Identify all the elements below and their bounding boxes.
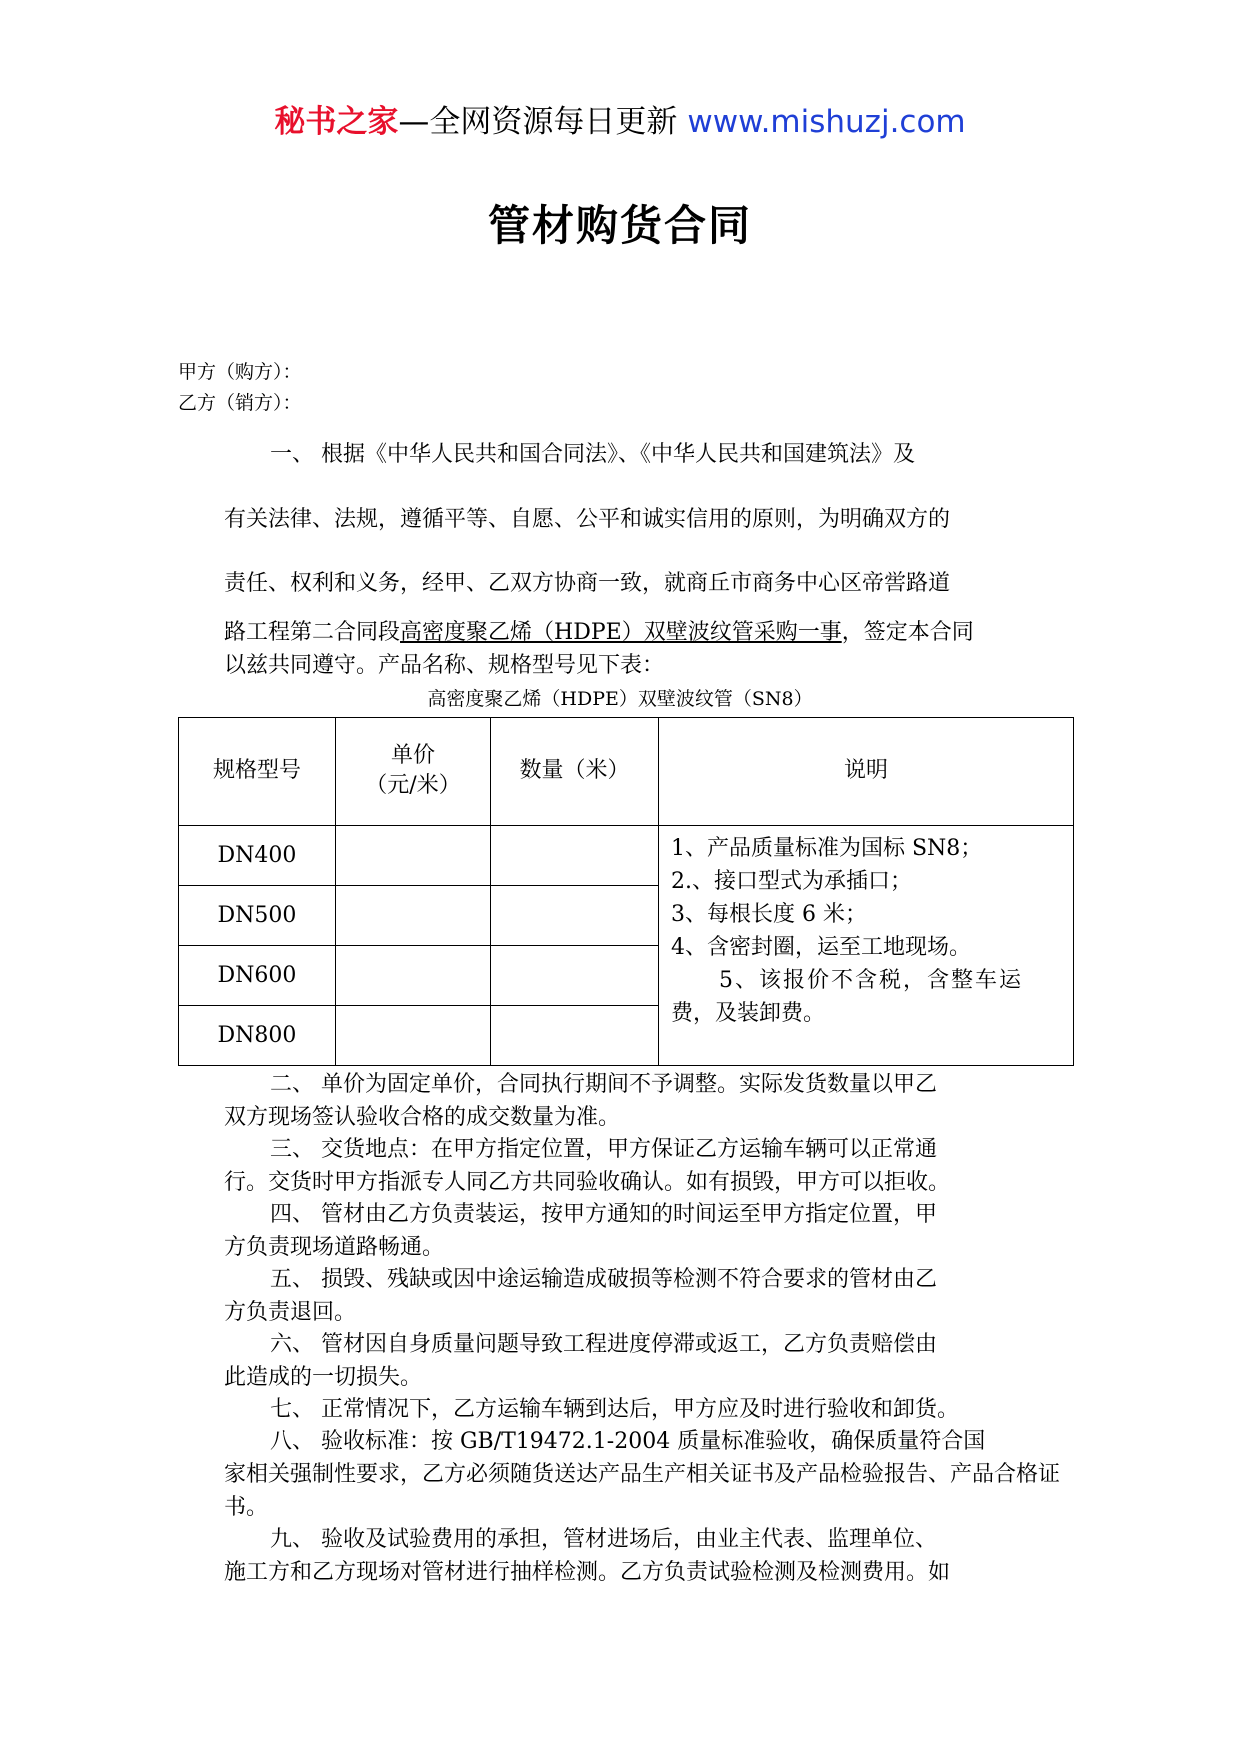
- clause-first-line: 四、 管材由乙方负责装运，按甲方通知的时间运至甲方指定位置，甲: [270, 1202, 937, 1227]
- clause-2: [224, 1068, 1074, 1134]
- clause-rest: 家相关强制性要求，乙方必须随货送达产品生产相关证书及产品检验报告、产品合格证书。: [224, 1462, 1061, 1520]
- price-cell[interactable]: [336, 945, 491, 1005]
- header-price: [336, 718, 491, 826]
- clause-rest: 施工方和乙方现场对管材进行抽样检测。乙方负责试验检测及检测费用。如: [224, 1560, 951, 1585]
- note-line: 2.、接口型式为承插口；: [671, 868, 912, 894]
- banner-url-link[interactable]: www.mishuzj.com: [687, 104, 966, 140]
- intro-line-3-serif: 商丘市商务中心区帝喾路道: [686, 571, 951, 596]
- spec-cell: DN500: [179, 885, 336, 945]
- document-title: 管材购货合同: [487, 201, 752, 250]
- header-spec: 规格型号: [179, 718, 336, 826]
- price-cell[interactable]: [336, 1005, 491, 1065]
- intro-line-5: 以兹共同遵守。产品名称、规格型号见下表：: [224, 653, 665, 678]
- note-line: 5、该报价不含税，含整车运: [719, 967, 1023, 993]
- clause-rest: 此造成的一切损失。: [224, 1365, 423, 1390]
- clause-rest: 行。交货时甲方指派专人同乙方共同验收确认。如有损毁，甲方可以拒收。: [224, 1170, 951, 1195]
- header-price-line-1: 单价: [390, 743, 435, 769]
- clause-8: [224, 1425, 1074, 1524]
- intro-line-3-sans: 责任、权利和义务，经甲、乙双方协商一致，就: [224, 571, 687, 596]
- spec-cell: DN600: [179, 945, 336, 1005]
- quantity-cell[interactable]: [491, 945, 659, 1005]
- spec-cell: DN800: [179, 1005, 336, 1065]
- party-b-label: 乙方（销方）：: [178, 392, 302, 414]
- clause-rest: 双方现场签认验收合格的成交数量为准。: [224, 1105, 621, 1130]
- banner-brand: 秘书之家: [274, 104, 399, 140]
- clause-first-line: 七、 正常情况下，乙方运输车辆到达后，甲方应及时进行验收和卸货。: [270, 1397, 959, 1422]
- spec-table: [178, 717, 1074, 1066]
- header-quantity: 数量（米）: [491, 718, 659, 826]
- quantity-cell[interactable]: [491, 885, 659, 945]
- table-caption: 高密度聚乙烯（HDPE）双壁波纹管（SN8）: [427, 688, 813, 710]
- note-line: 1、产品质量标准为国标 SN8；: [671, 835, 983, 861]
- intro-line-4-pre: 路工程第二合同段: [224, 620, 401, 645]
- clause-first-line: 八、 验收标准：按 GB/T19472.1-2004 质量标准验收，确保质量符合国: [270, 1429, 986, 1454]
- note-line: 费，及装卸费。: [671, 1000, 826, 1026]
- party-a-label: 甲方（购方）：: [178, 361, 302, 383]
- clause-first-line: 五、 损毁、残缺或因中途运输造成破损等检测不符合要求的管材由乙: [270, 1267, 937, 1292]
- clause-first-line: 六、 管材因自身质量问题导致工程进度停滞或返工，乙方负责赔偿由: [270, 1332, 937, 1357]
- price-cell[interactable]: [336, 825, 491, 885]
- table-row: [179, 825, 1074, 885]
- clause-first-line: 九、 验收及试验费用的承担，管材进场后，由业主代表、监理单位、: [270, 1527, 937, 1552]
- clause-first-line: 二、 单价为固定单价，合同执行期间不予调整。实际发货数量以甲乙: [270, 1072, 937, 1097]
- table-header-row: [179, 718, 1074, 826]
- site-banner: [0, 100, 1240, 144]
- clause-rest: 方负责退回。: [224, 1300, 357, 1325]
- clause-5: [224, 1263, 1074, 1329]
- note-line: 3、每根长度 6 米；: [671, 901, 867, 927]
- intro-line-3: [224, 566, 950, 597]
- clause-first-line: 三、 交货地点：在甲方指定位置，甲方保证乙方运输车辆可以正常通: [270, 1137, 937, 1162]
- intro-line-1: 一、 根据《中华人民共和国合同法》、《中华人民共和国建筑法》及: [270, 442, 915, 467]
- spec-cell: DN400: [179, 825, 336, 885]
- banner-slogan: —全网资源每日更新: [398, 104, 678, 140]
- clause-3: [224, 1133, 1074, 1199]
- clause-7: [224, 1393, 1074, 1426]
- clause-rest: 方负责现场道路畅通。: [224, 1235, 445, 1260]
- intro-line-2: 有关法律、法规，遵循平等、自愿、公平和诚实信用的原则，为明确双方的: [224, 507, 951, 532]
- notes-cell: [659, 825, 1074, 1065]
- header-price-line-2: （元/米）: [365, 773, 461, 799]
- clause-9: [224, 1523, 1074, 1589]
- intro-line-4: [224, 615, 974, 646]
- note-line: 4、含密封圈，运至工地现场。: [671, 934, 971, 960]
- intro-line-4-post: ，签定本合同: [841, 620, 974, 645]
- price-cell[interactable]: [336, 885, 491, 945]
- clause-6: [224, 1328, 1074, 1394]
- intro-line-4-product: 高密度聚乙烯（HDPE）双壁波纹管采购一事: [400, 620, 842, 645]
- quantity-cell[interactable]: [491, 825, 659, 885]
- clause-4: [224, 1198, 1074, 1264]
- quantity-cell[interactable]: [491, 1005, 659, 1065]
- header-notes: 说明: [659, 718, 1074, 826]
